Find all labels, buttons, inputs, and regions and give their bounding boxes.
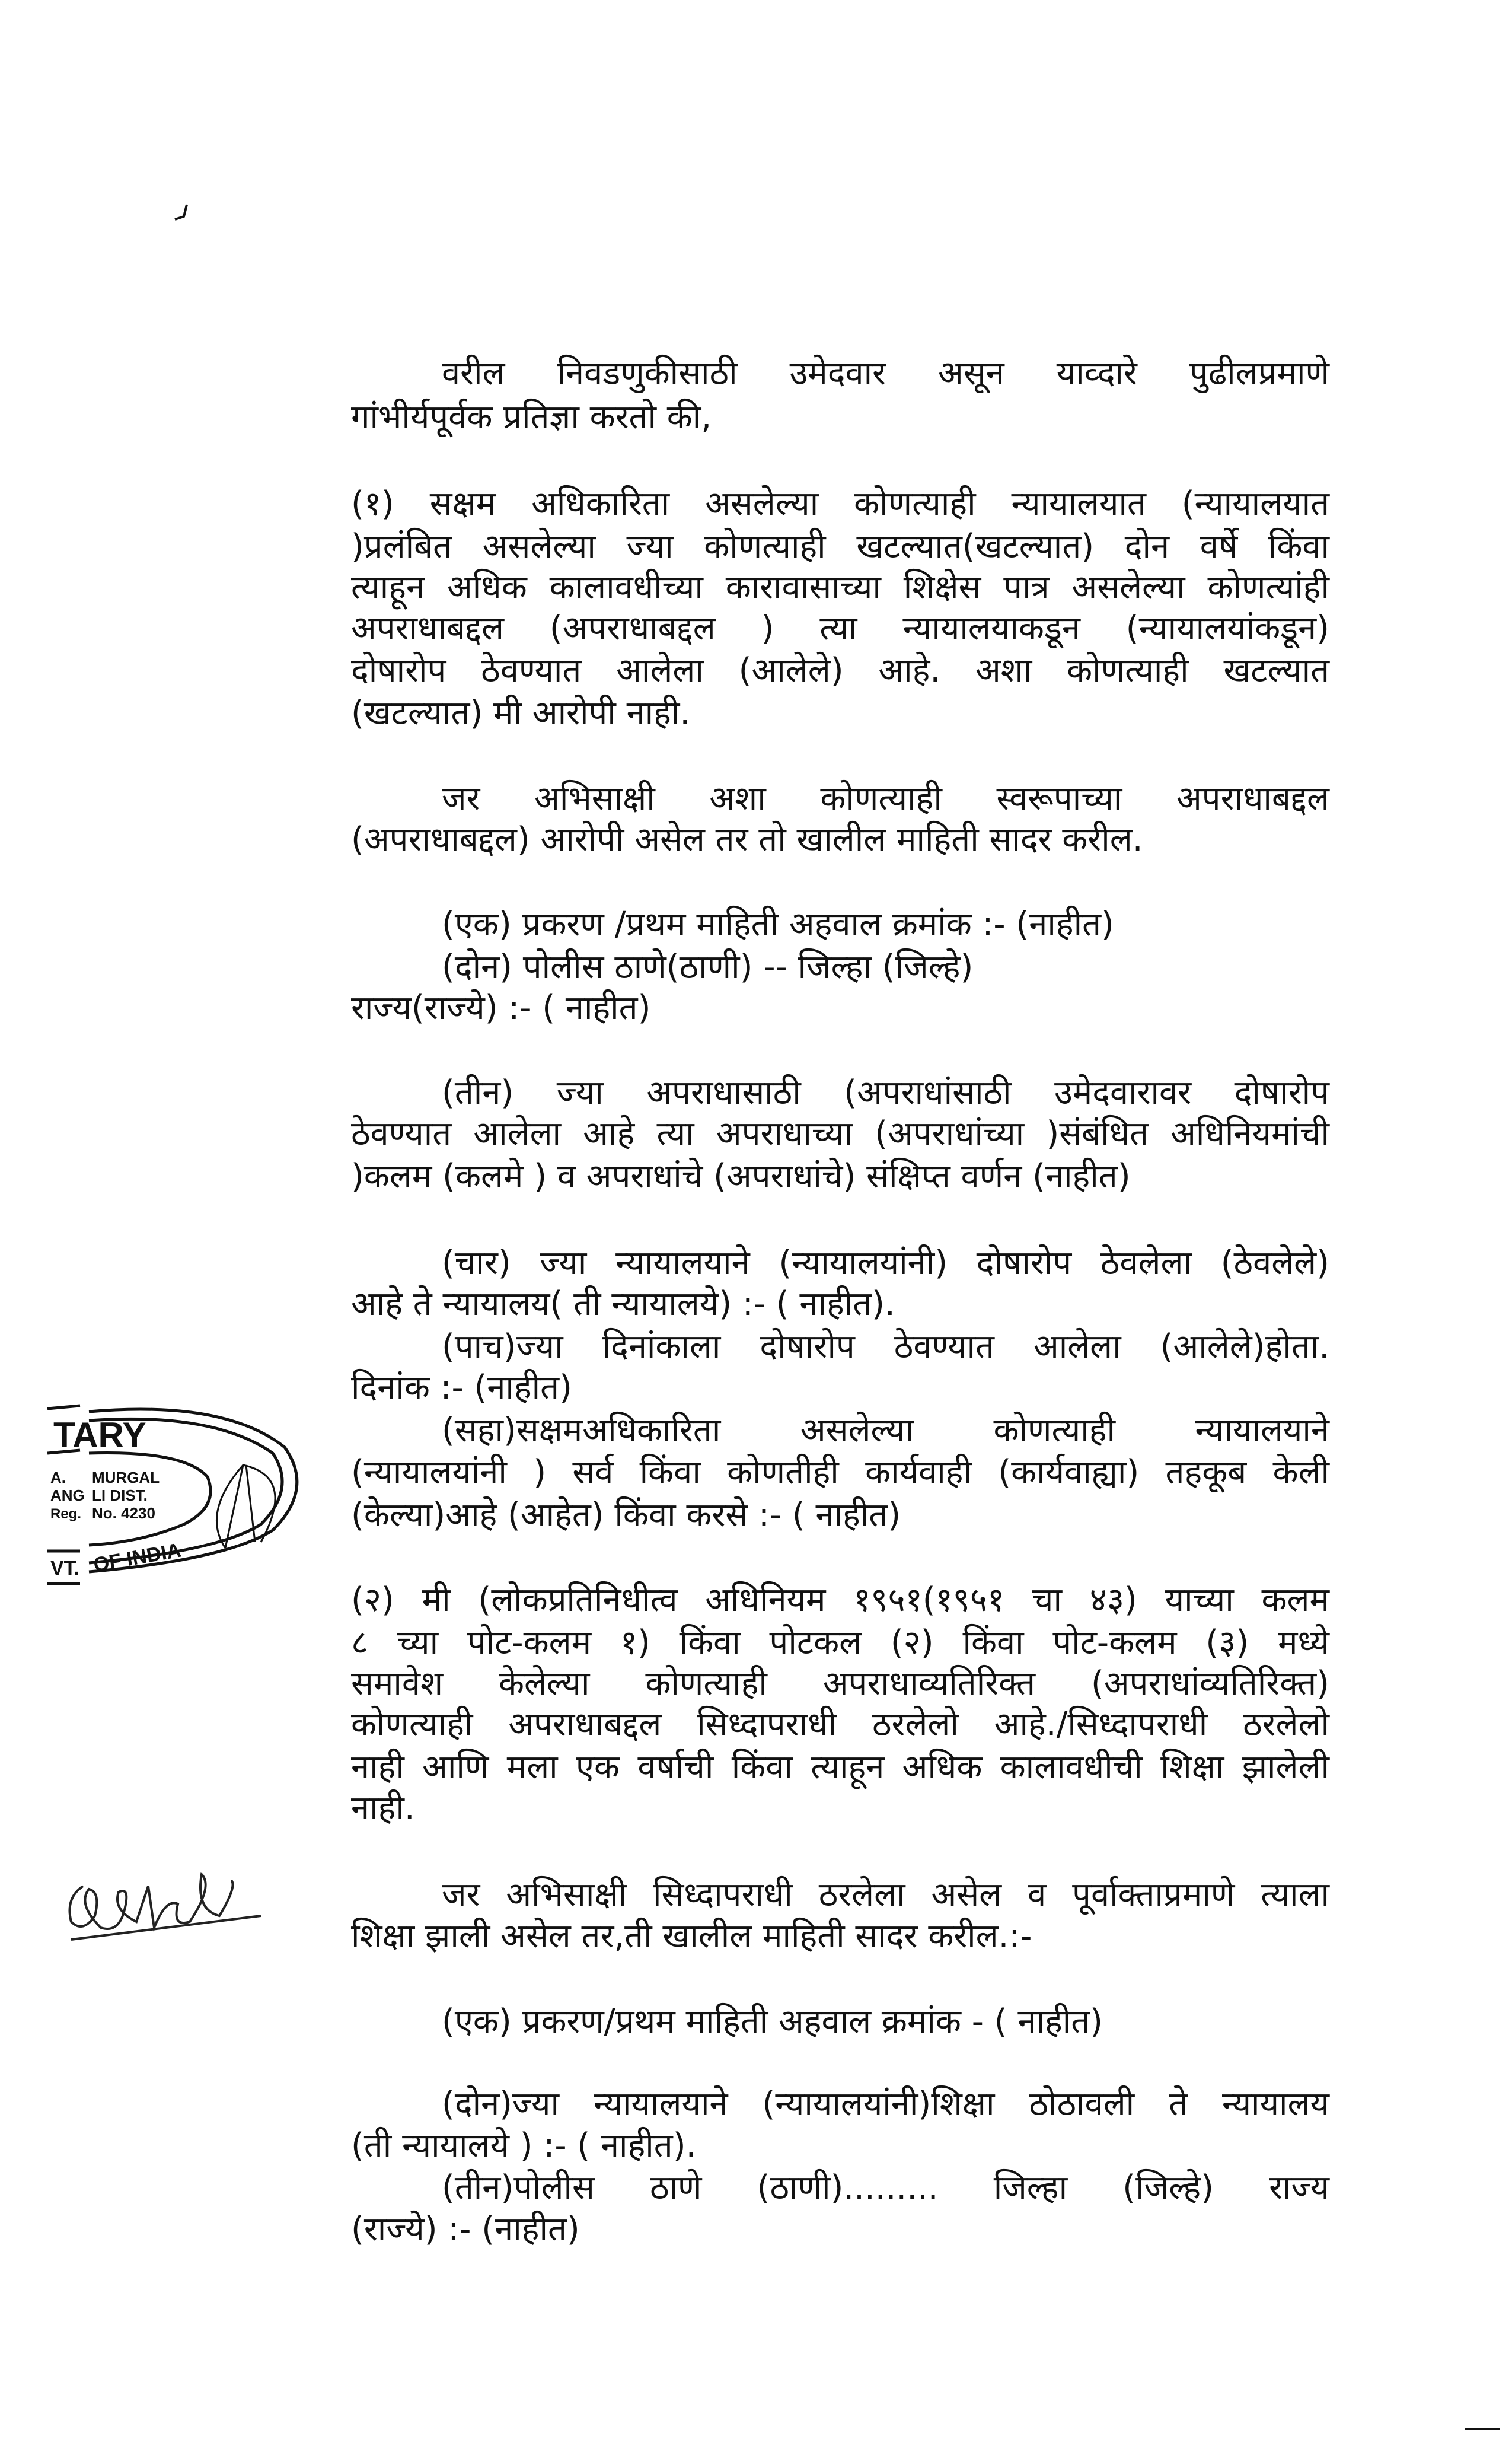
text-line: (एक) प्रकरण/प्रथम माहिती अहवाल क्रमांक - ( नाहीत) xyxy=(442,2002,1103,2041)
text-line: )प्रलंबित असलेल्या ज्या कोणत्याही खटल्यात(खटल्यात) दोन वर्षे किंवा xyxy=(351,527,1329,566)
text-line: नाही. xyxy=(351,1789,415,1827)
text-line: राज्य(राज्ये) :- ( नाहीत) xyxy=(351,989,651,1027)
stamp-text: A. xyxy=(50,1469,66,1486)
scan-mark xyxy=(172,202,190,225)
notary-stamp xyxy=(47,1394,344,1596)
text-line: जर अभिसाक्षी अशा कोणत्याही स्वरूपाच्या अपराधाबद्दल xyxy=(442,779,1329,818)
text-line: (१) सक्षम अधिकारिता असलेल्या कोणत्याही न्यायालयात (न्यायालयात xyxy=(351,485,1329,523)
stamp-text: TARY xyxy=(53,1415,146,1455)
text-line: दोषारोप ठेवण्यात आलेला (आलेले) आहे. अशा कोणत्याही खटल्यात xyxy=(351,651,1329,690)
handwritten-signature xyxy=(59,1851,285,1957)
text-line: ठेवण्यात आलेला आहे त्या अपराधाच्या (अपराधांच्या )संबंधित अधिनियमांची xyxy=(351,1114,1329,1153)
text-line: (खटल्यात) मी आरोपी नाही. xyxy=(351,694,691,733)
text-line: कोणत्याही अपराधाबद्दल सिध्दापराधी ठरलेलो आहे./सिध्दापराधी ठरलेलो xyxy=(351,1705,1329,1744)
text-line: वरील निवडणुकीसाठी उमेदवार असून याव्दारे पुढीलप्रमाणे xyxy=(442,354,1329,393)
text-line: त्याहून अधिक कालावधीच्या कारावासाच्या शिक्षेस पात्र असलेल्या कोणत्यांही xyxy=(351,568,1329,607)
text-line: नाही आणि मला एक वर्षाची किंवा त्याहून अधिक कालावधीची शिक्षा झालेली xyxy=(351,1748,1329,1787)
text-line: (२) मी (लोकप्रतिनिधीत्व अधिनियम १९५१(१९५१ चा ४३) याच्या कलम xyxy=(351,1581,1329,1619)
text-line: अपराधाबद्दल (अपराधाबद्दल ) त्या न्यायालयाकडून (न्यायालयांकडून) xyxy=(351,609,1329,648)
stamp-text: No. 4230 xyxy=(92,1504,155,1522)
text-line: (सहा)सक्षमअधिकारिता असलेल्या कोणत्याही न्यायालयाने xyxy=(442,1411,1329,1450)
text-line: (एक) प्रकरण /प्रथम माहिती अहवाल क्रमांक :- (नाहीत) xyxy=(442,905,1114,944)
text-line: (दोन) पोलीस ठाणे(ठाणी) -- जिल्हा (जिल्हे) xyxy=(442,948,974,986)
text-line: )कलम (कलमे ) व अपराधांचे (अपराधांचे) संक्षिप्त वर्णन (नाहीत) xyxy=(351,1157,1131,1196)
text-line: ८ च्या पोट-कलम १) किंवा पोटकल (२) किंवा पोट-कलम (३) मध्ये xyxy=(351,1623,1329,1662)
stamp-text: LI DIST. xyxy=(92,1486,148,1504)
text-line: (तीन) ज्या अपराधासाठी (अपराधांसाठी उमेदवारावर दोषारोप xyxy=(442,1074,1329,1112)
stamp-text: Reg. xyxy=(50,1506,82,1522)
text-line: (न्यायालयांनी ) सर्व किंवा कोणतीही कार्यवाही (कार्यवाह्या) तहकूब केली xyxy=(351,1453,1329,1492)
stamp-text: OF INDIA xyxy=(91,1539,183,1577)
text-line: समावेश केलेल्या कोणत्याही अपराधाव्यतिरिक्त (अपराधांव्यतिरिक्त) xyxy=(351,1664,1329,1703)
text-line: शिक्षा झाली असेल तर,ती खालील माहिती सादर करील.:- xyxy=(351,1917,1032,1956)
stamp-text: ANG xyxy=(50,1486,85,1504)
text-line: आहे ते न्यायालय( ती न्यायालये) :- ( नाहीत). xyxy=(351,1285,895,1323)
text-line: (चार) ज्या न्यायालयाने (न्यायालयांनी) दोषारोप ठेवलेला (ठेवलेले) xyxy=(442,1244,1329,1282)
text-line: दिनांक :- (नाहीत) xyxy=(351,1368,572,1407)
text-line: (अपराधाबद्दल) आरोपी असेल तर तो खालील माहिती सादर करील. xyxy=(351,820,1143,859)
text-line: (केल्या)आहे (आहेत) किंवा करसे :- ( नाहीत) xyxy=(351,1496,901,1534)
text-line: जर अभिसाक्षी सिध्दापराधी ठरलेला असेल व पूर्वाक्ताप्रमाणे त्याला xyxy=(442,1875,1329,1914)
text-line: गांभीर्यपूर्वक प्रतिज्ञा करतो की, xyxy=(351,398,712,437)
text-line: (पाच)ज्या दिनांकाला दोषारोप ठेवण्यात आलेला (आलेले)होता. xyxy=(442,1327,1329,1366)
text-line: (दोन)ज्या न्यायालयाने (न्यायालयांनी)शिक्षा ठोठावली ते न्यायालय xyxy=(442,2085,1329,2123)
text-line: (तीन)पोलीस ठाणे (ठाणी)......... जिल्हा (जिल्हे) राज्य xyxy=(442,2168,1329,2207)
scan-mark xyxy=(1465,2426,1500,2432)
stamp-text: VT. xyxy=(50,1557,80,1580)
text-line: (ती न्यायालये ) :- ( नाहीत). xyxy=(351,2126,697,2165)
text-line: (राज्ये) :- (नाहीत) xyxy=(351,2210,580,2249)
stamp-text: MURGAL xyxy=(92,1469,160,1486)
